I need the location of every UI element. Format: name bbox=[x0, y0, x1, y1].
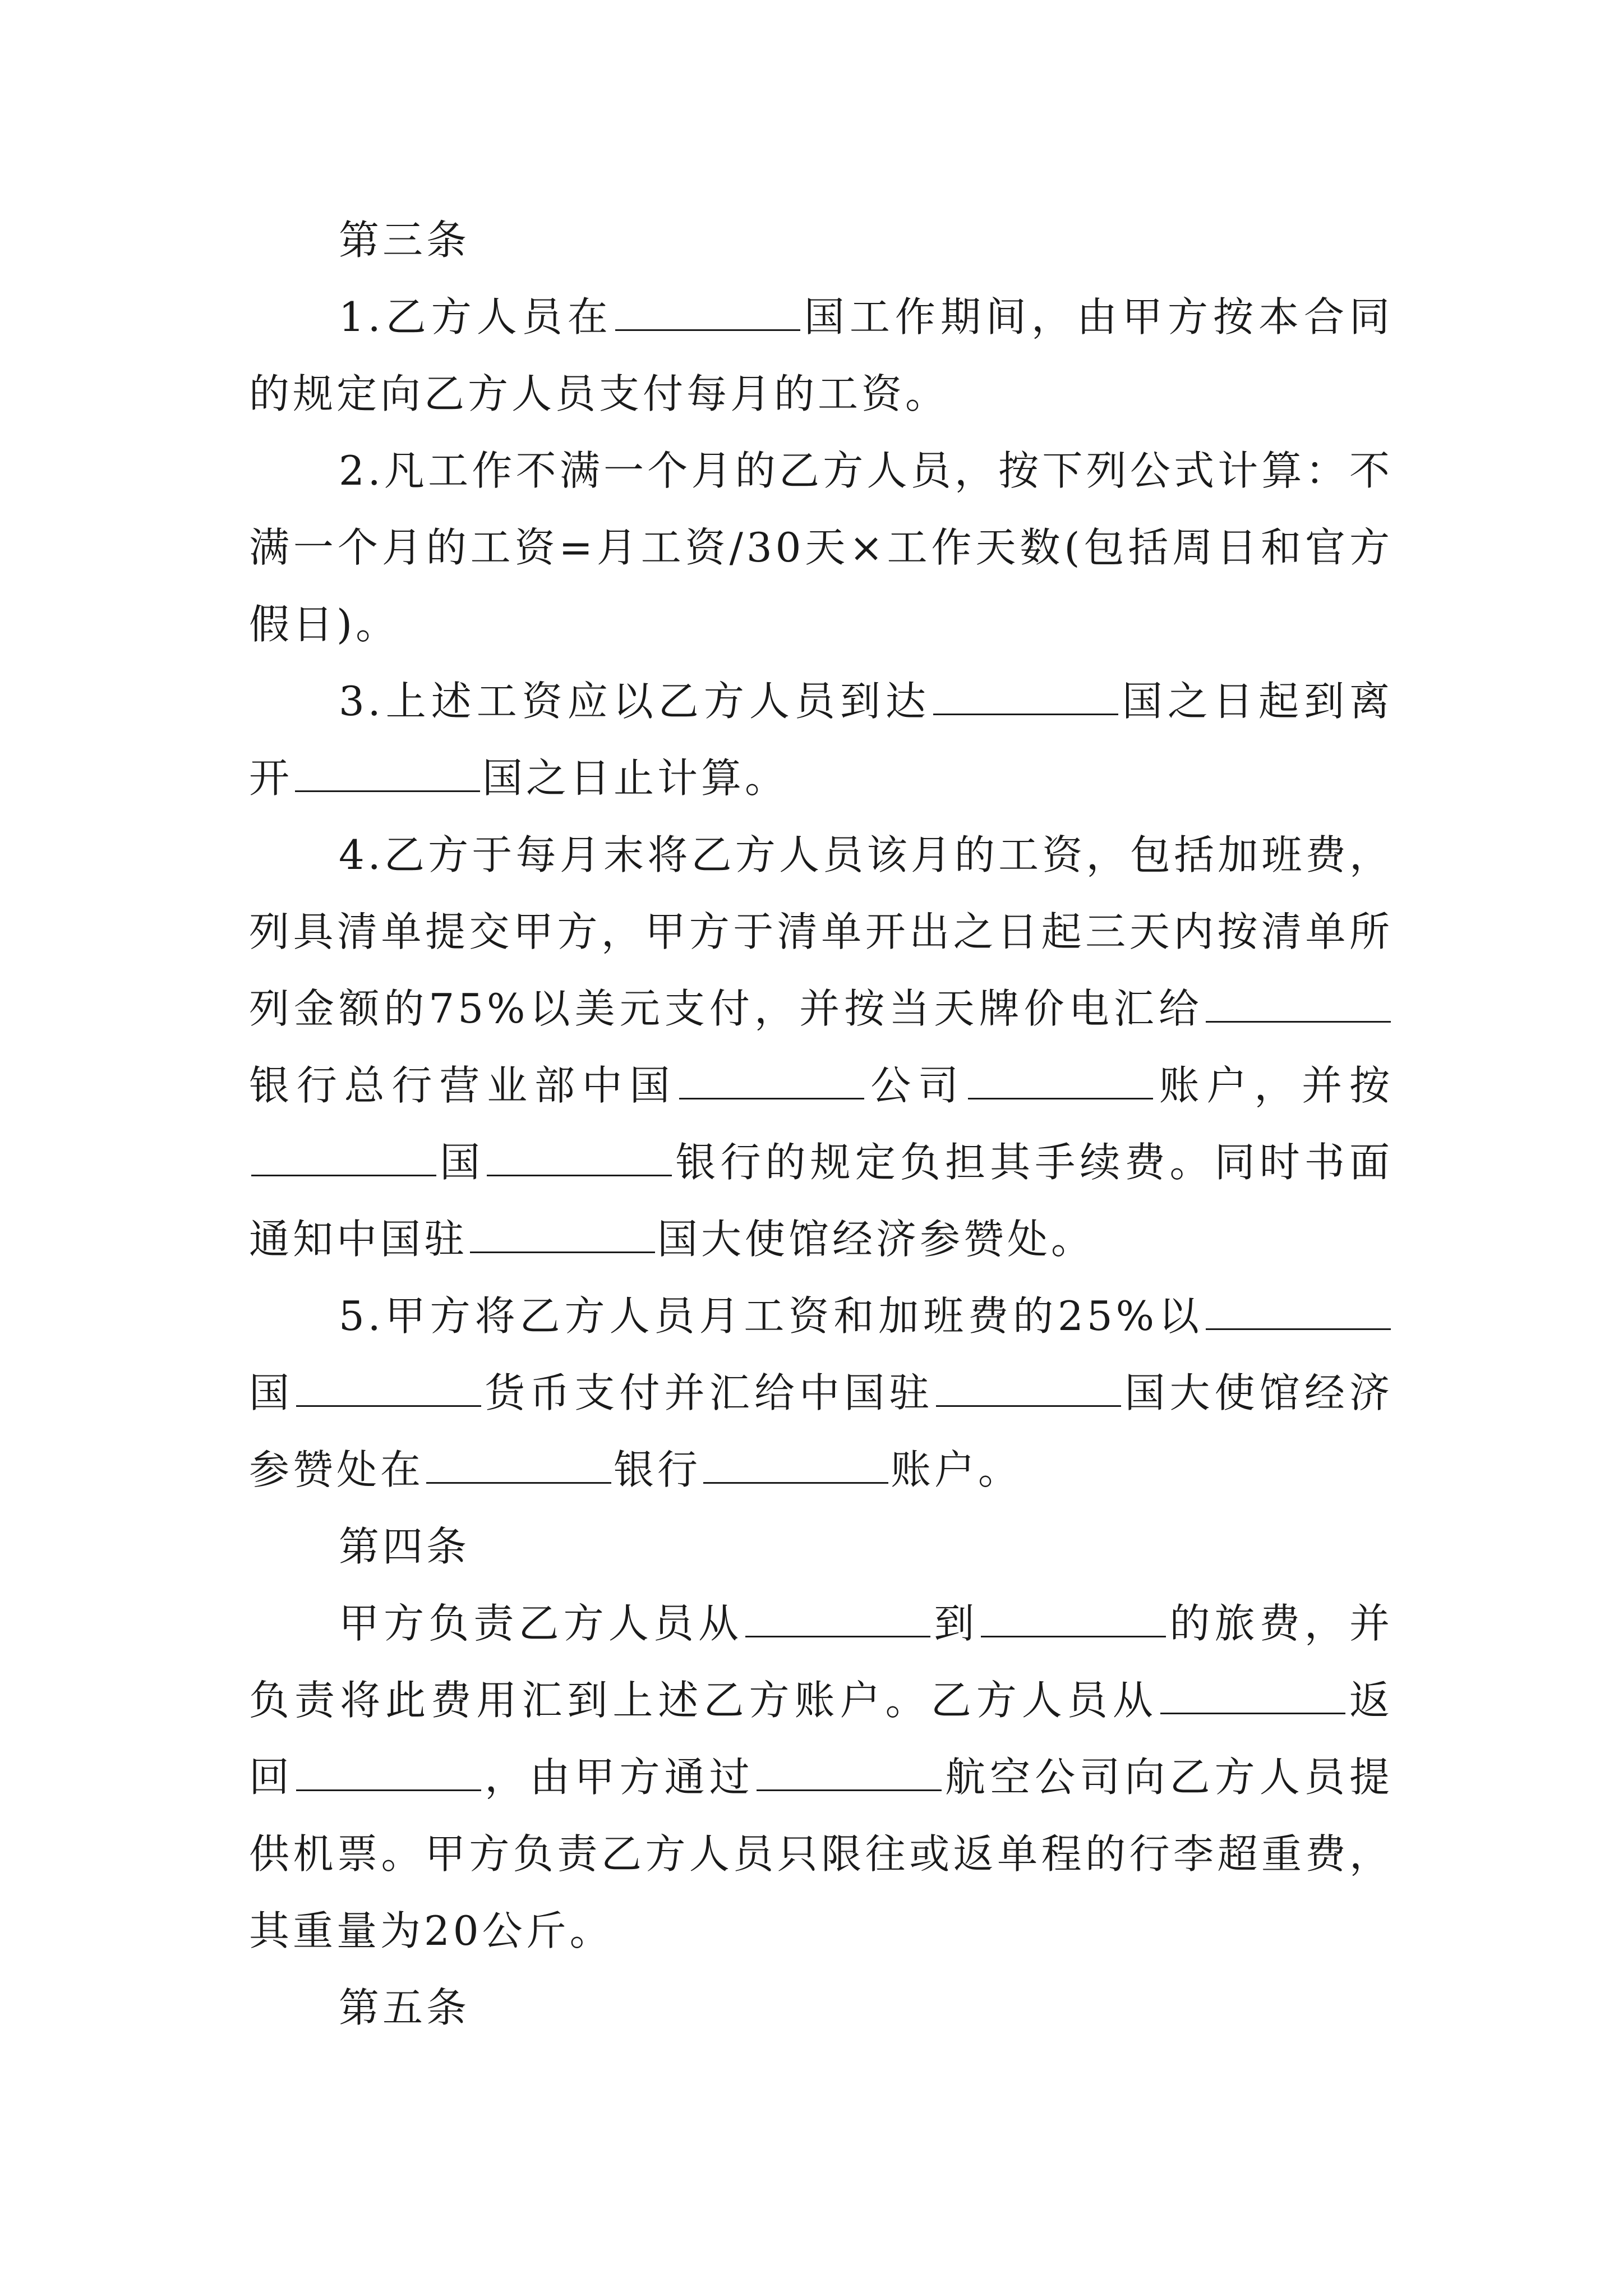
paragraph-text: 2.凡工作不满一个月的乙方人员，按下列公式计算：不满一个月的工资=月工资/30天×工作天数(包括周日和官方假日)。 bbox=[249, 447, 1393, 648]
paragraph-text: 公司 bbox=[866, 1062, 966, 1109]
paragraph bbox=[249, 1508, 1393, 1585]
paragraph-text: 第三条 bbox=[339, 217, 471, 264]
paragraph-text: 账户，并按 bbox=[1155, 1062, 1393, 1109]
paragraph-text: ，由甲方通过 bbox=[483, 1754, 754, 1801]
paragraph-text: 返回 bbox=[249, 1677, 1393, 1801]
document-body bbox=[249, 202, 1393, 2046]
paragraph-text: 银行总行营业部中国 bbox=[249, 1062, 677, 1109]
paragraph-text: 国大使馆经济参赞处。 bbox=[657, 1216, 1095, 1263]
fill-in-blank bbox=[251, 1141, 436, 1176]
paragraph-text: 国 bbox=[249, 1369, 294, 1416]
paragraph-text: 第四条 bbox=[339, 1523, 471, 1570]
paragraph-text: 国工作期间，由甲方按本合同的规定向乙方人员支付每月的工资。 bbox=[249, 293, 1393, 417]
paragraph-text: 银行的规定负担其手续费。同时书面通知中国驻 bbox=[249, 1139, 1393, 1263]
fill-in-blank bbox=[296, 1372, 481, 1407]
paragraph-text: 国之日止计算。 bbox=[482, 754, 789, 802]
paragraph bbox=[249, 1585, 1393, 1970]
paragraph-text: 第五条 bbox=[339, 1984, 471, 2031]
fill-in-blank bbox=[679, 1064, 864, 1099]
paragraph bbox=[249, 663, 1393, 817]
fill-in-blank bbox=[981, 1602, 1166, 1637]
fill-in-blank bbox=[933, 680, 1118, 715]
paragraph bbox=[249, 817, 1393, 1278]
paragraph-text: 国之日起到离开 bbox=[249, 678, 1393, 802]
fill-in-blank bbox=[968, 1064, 1153, 1099]
paragraph bbox=[249, 202, 1393, 279]
paragraph-text: 国大使馆经济参赞处在 bbox=[249, 1369, 1393, 1493]
paragraph-text: 国 bbox=[439, 1139, 485, 1186]
paragraph-text: 货币支付并汇给中国驻 bbox=[483, 1369, 934, 1416]
fill-in-blank bbox=[745, 1602, 930, 1637]
paragraph-text: 5.甲方将乙方人员月工资和加班费的25%以 bbox=[339, 1292, 1204, 1340]
paragraph-text: 3.上述工资应以乙方人员到达 bbox=[339, 678, 931, 725]
fill-in-blank bbox=[757, 1756, 942, 1791]
fill-in-blank bbox=[426, 1448, 611, 1484]
fill-in-blank bbox=[703, 1448, 888, 1484]
paragraph-text: 航空公司向乙方人员提供机票。甲方负责乙方人员只限往或返单程的行李超重费，其重量为20公斤。 bbox=[249, 1754, 1393, 1954]
paragraph-text: 到 bbox=[933, 1600, 979, 1647]
fill-in-blank bbox=[1160, 1679, 1345, 1714]
paragraph-text: 1.乙方人员在 bbox=[339, 293, 613, 341]
paragraph-text: 银行 bbox=[614, 1446, 702, 1493]
paragraph-text: 甲方负责乙方人员从 bbox=[339, 1600, 744, 1647]
fill-in-blank bbox=[470, 1218, 655, 1253]
fill-in-blank bbox=[1206, 987, 1391, 1023]
paragraph bbox=[249, 279, 1393, 432]
paragraph-text: 的旅费，并负责将此费用汇到上述乙方账户。乙方人员从 bbox=[249, 1600, 1393, 1724]
paragraph bbox=[249, 1970, 1393, 2046]
fill-in-blank bbox=[487, 1141, 672, 1176]
paragraph-text: 账户。 bbox=[891, 1446, 1022, 1493]
paragraph bbox=[249, 1278, 1393, 1508]
fill-in-blank bbox=[295, 757, 480, 792]
fill-in-blank bbox=[936, 1372, 1121, 1407]
paragraph bbox=[249, 432, 1393, 663]
paragraph-text: 4.乙方于每月末将乙方人员该月的工资，包括加班费，列具清单提交甲方，甲方于清单开出之日起三天内按清单所列金额的75%以美元支付，并按当天牌价电汇给 bbox=[249, 831, 1393, 1032]
fill-in-blank bbox=[1206, 1295, 1391, 1330]
fill-in-blank bbox=[296, 1756, 481, 1791]
fill-in-blank bbox=[615, 296, 800, 331]
